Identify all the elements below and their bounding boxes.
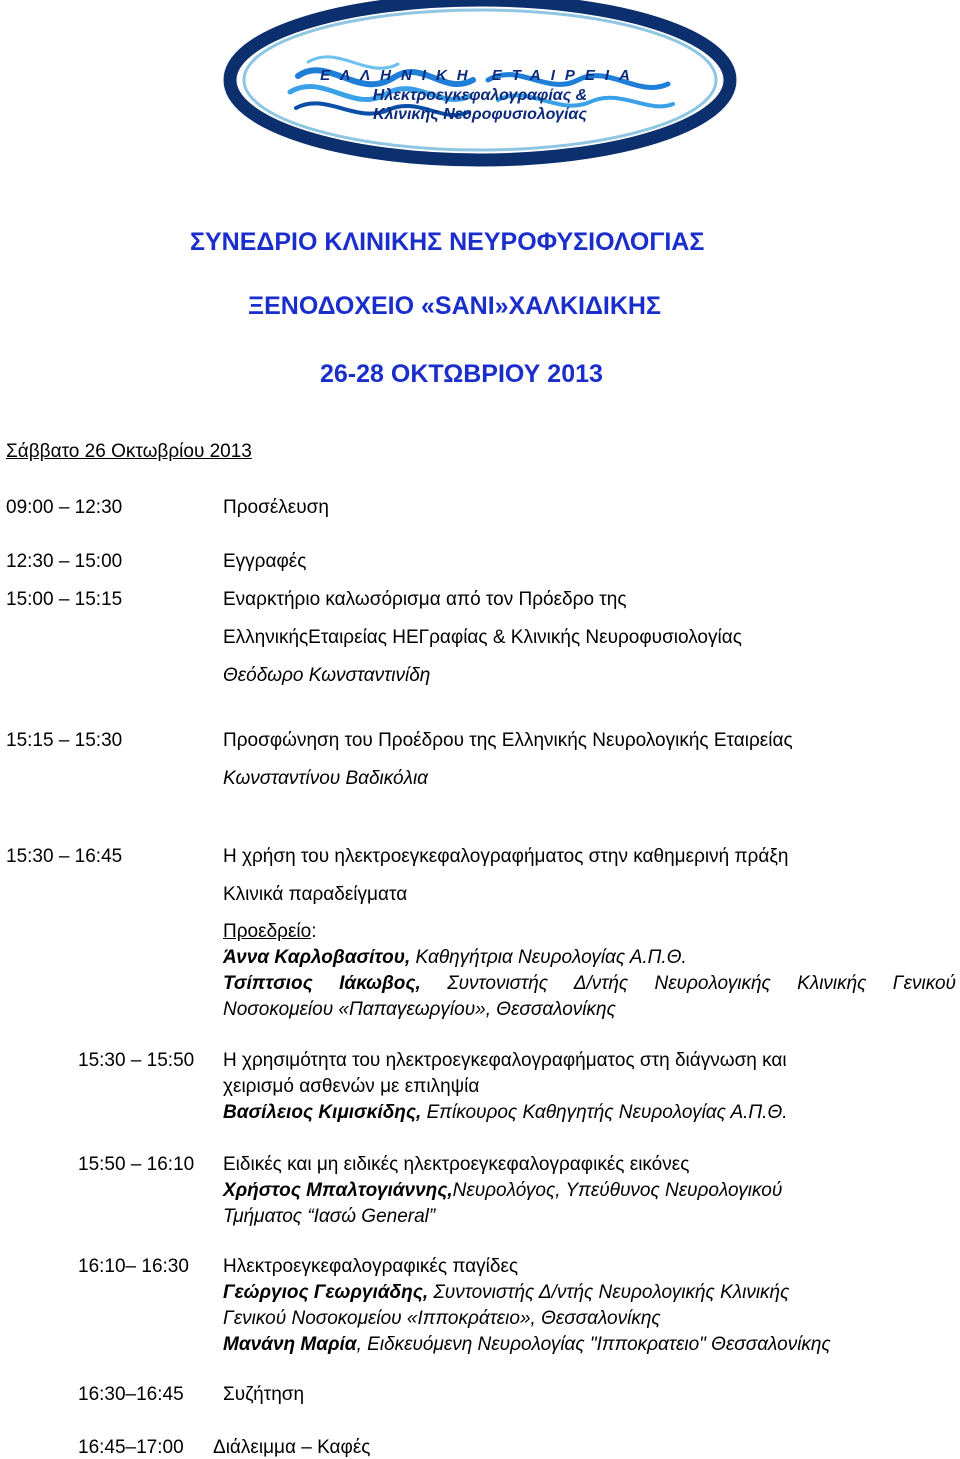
session-title: Εναρκτήριο καλωσόρισμα από τον Πρόεδρο της <box>223 589 627 610</box>
talk-speaker-name: Χρήστος Μπαλτογιάννης, <box>223 1180 453 1201</box>
chair-1-role: Καθηγήτρια Νευρολογίας Α.Π.Θ. <box>410 947 687 968</box>
session-time: 15:00 – 15:15 <box>6 589 123 610</box>
talk-title: Ειδικές και μη ειδικές ηλεκτροεγκεφαλογραφικές εικόνες <box>223 1154 690 1175</box>
talk-title: Η χρησιμότητα του ηλεκτροεγκεφαλογραφήματος στη διάγνωση και <box>223 1050 787 1071</box>
talk-title-cont: χειρισμό ασθενών με επιληψία <box>223 1076 480 1097</box>
talk-speaker-2-role: , Ειδκευόμενη Νευρολογίας "Ιπποκρατειο" Θεσσαλονίκης <box>356 1334 831 1355</box>
talk-speaker-role: Νευρολόγος, Υπεύθυνος Νευρολογικού <box>452 1180 783 1201</box>
talk-speaker-role: Συντονιστής Δ/ντής Νευρολογικής Κλινικής <box>428 1282 790 1303</box>
chair-2 <box>223 973 956 995</box>
talk-title: Συζήτηση <box>223 1384 305 1405</box>
talk-title: Διάλειμμα – Καφές <box>213 1437 371 1458</box>
society-logo <box>218 0 742 172</box>
session-time: 12:30 – 15:00 <box>6 551 123 572</box>
talk-time: 15:30 – 15:50 <box>78 1050 195 1071</box>
talk-speaker-role: Επίκουρος Καθηγητής Νευρολογίας Α.Π.Θ. <box>421 1102 788 1123</box>
session-title: Η χρήση του ηλεκτροεγκεφαλογραφήματος στην καθημερινή πράξη <box>223 846 789 867</box>
talk-speaker-2-name: Μανάνη Μαρία <box>223 1334 357 1355</box>
conference-venue: ΞΕΝΟΔΟΧΕΙΟ «SANI»ΧΑΛΚΙΔΙΚΗΣ <box>248 292 661 320</box>
session-title: Προσέλευση <box>223 497 329 518</box>
talk-time: 15:50 – 16:10 <box>78 1154 195 1175</box>
chair-1-name: Άννα Καρλοβασίτου, <box>223 947 411 968</box>
session-title: Προσφώνηση του Προέδρου της Ελληνικής Νευρολογικής Εταιρείας <box>223 730 793 751</box>
chair-2-name: Τσίπτσιος Ιάκωβος, <box>223 973 421 994</box>
logo-line2: Ηλεκτροεγκεφαλογραφίας & <box>372 87 588 104</box>
talk-speaker-role-cont: Τμήματος “Ιασώ General” <box>223 1206 436 1227</box>
session-speaker: Θεόδωρο Κωνσταντινίδη <box>223 665 431 686</box>
chair-2-role-cont: Νοσοκομείου «Παπαγεωργίου», Θεσσαλονίκης <box>223 999 616 1020</box>
chair-1 <box>223 947 687 969</box>
session-time: 15:30 – 16:45 <box>6 846 123 867</box>
talk-title: Ηλεκτροεγκεφαλογραφικές παγίδες <box>223 1256 519 1277</box>
talk-time: 16:45–17:00 <box>78 1437 184 1458</box>
logo-line1: ΕΛΛΗΝΙΚΗ ΕΤΑΙΡΕΙΑ <box>320 67 640 84</box>
session-subtitle: Κλινικά παραδείγματα <box>223 884 408 905</box>
talk-speaker <box>223 1180 782 1202</box>
talk-speaker-role-cont: Γενικού Νοσοκομείου «Ιπποκράτειο», Θεσσαλονίκης <box>223 1308 661 1329</box>
logo-line3: Κλινικής Νευροφυσιολογίας <box>373 106 587 123</box>
session-title-cont: ΕλληνικήςΕταιρείας ΗΕΓραφίας & Κλινικής Νευροφυσιολογίας <box>223 627 742 648</box>
conference-title: ΣΥΝΕΔΡΙΟ ΚΛΙΝΙΚΗΣ ΝΕΥΡΟΦΥΣΙΟΛΟΓΙΑΣ <box>190 228 705 256</box>
session-time: 15:15 – 15:30 <box>6 730 123 751</box>
talk-time: 16:30–16:45 <box>78 1384 184 1405</box>
talk-time: 16:10– 16:30 <box>78 1256 189 1277</box>
chair-2-role: Συντονιστής Δ/ντής Νευρολογικής Κλινικής Γενικού <box>420 973 956 994</box>
chair-heading <box>223 921 317 943</box>
chair-label: Προεδρείο <box>223 921 312 942</box>
chair-colon: : <box>311 921 317 942</box>
talk-speaker <box>223 1102 788 1124</box>
conference-dates: 26-28 ΟΚΤΩΒΡΙΟΥ 2013 <box>320 360 603 388</box>
talk-speaker <box>223 1282 789 1304</box>
session-time: 09:00 – 12:30 <box>6 497 123 518</box>
talk-speaker-name: Γεώργιος Γεωργιάδης, <box>223 1282 429 1303</box>
talk-speaker-2 <box>223 1334 831 1356</box>
talk-speaker-name: Βασίλειος Κιμισκίδης, <box>223 1102 422 1123</box>
session-title: Εγγραφές <box>223 551 307 572</box>
session-speaker: Κωνσταντίνου Βαδικόλια <box>223 768 429 789</box>
day-heading: Σάββατο 26 Οκτωβρίου 2013 <box>6 441 252 462</box>
